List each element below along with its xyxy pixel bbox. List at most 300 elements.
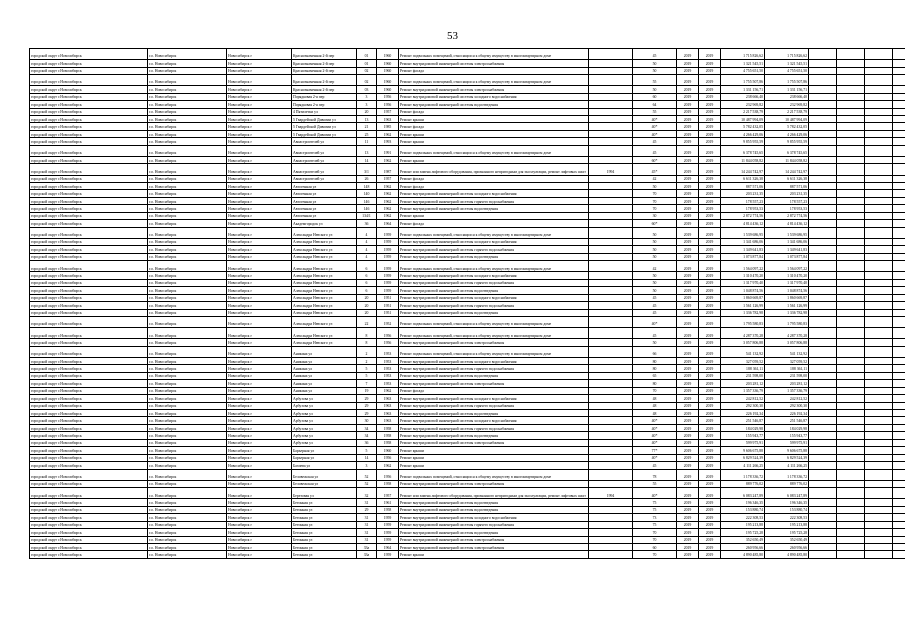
table-cell: Ремонт внутридомовой инженерной системы электроснабжения <box>399 86 589 93</box>
table-cell: Новосибирск г <box>227 380 292 387</box>
table-cell: г.о. Новосибирск <box>148 287 227 294</box>
table-cell <box>893 357 905 364</box>
table-cell: Бетонная ул <box>292 506 357 513</box>
table-cell: городской округ г.Новосибирск <box>30 116 148 123</box>
table-cell <box>865 279 893 286</box>
table-cell: г.о. Новосибирск <box>148 372 227 379</box>
table-cell <box>809 101 837 108</box>
table-cell: Ремонт подвальных помещений, относящихся к общему имуществу в многоквартирном доме <box>399 261 589 272</box>
table-row <box>30 60 905 67</box>
table-cell: 2 <box>357 357 377 364</box>
table-cell <box>809 316 837 327</box>
table-cell: 3 057 806,88 <box>765 339 809 346</box>
table-cell: 14 244 742,97 <box>765 164 809 175</box>
table-cell <box>837 75 865 86</box>
table-cell <box>865 432 893 439</box>
table-cell <box>837 447 865 454</box>
table-cell: городской округ г.Новосибирск <box>30 447 148 454</box>
table-cell: городской округ г.Новосибирск <box>30 424 148 431</box>
table-cell: 13 <box>357 145 377 156</box>
table-cell <box>837 410 865 417</box>
table-cell: городской округ г.Новосибирск <box>30 432 148 439</box>
table-cell: 36 <box>357 439 377 446</box>
table-cell <box>865 328 893 339</box>
table-cell: 1957 <box>377 488 399 499</box>
table-cell: 2019 <box>677 521 699 528</box>
table-row <box>30 543 905 550</box>
table-cell: 45 <box>633 309 677 316</box>
table-cell: Автогенная ул <box>292 205 357 212</box>
table-cell: 1993 <box>377 138 399 145</box>
table-cell <box>893 480 905 487</box>
table-cell: 6 <box>357 287 377 294</box>
table-cell: Новосибирск г <box>227 246 292 253</box>
table-cell: 2019 <box>699 432 721 439</box>
table-cell: 2019 <box>677 346 699 357</box>
table-cell <box>589 499 633 506</box>
table-cell: 6 829 524,39 <box>765 454 809 461</box>
table-cell: Ремонт внутридомовой инженерной системы холодного водоснабжения <box>399 357 589 364</box>
table-cell: Ремонт внутридомовой инженерной системы электроснабжения <box>399 439 589 446</box>
capital-repair-table <box>29 48 905 559</box>
table-cell: 4 755 651,50 <box>721 67 765 74</box>
table-cell: 1985 <box>377 123 399 130</box>
table-cell: городской округ г.Новосибирск <box>30 220 148 227</box>
table-cell: 5 Гвардейской Дивизии ул <box>292 123 357 130</box>
table-cell: г.о. Новосибирск <box>148 75 227 86</box>
table-cell: Автогенная ул <box>292 190 357 197</box>
table-cell: Бетонная ул <box>292 521 357 528</box>
table-cell: 70 <box>633 205 677 212</box>
table-row <box>30 164 905 175</box>
table-cell <box>589 246 633 253</box>
table-cell: 155 943,77 <box>765 432 809 439</box>
table-cell: Новосибирск г <box>227 339 292 346</box>
table-row <box>30 462 905 469</box>
table-cell: Александра Невского ул <box>292 328 357 339</box>
table-cell: Ремонт подвальных помещений, относящихся к общему имуществу в многоквартирном доме <box>399 49 589 60</box>
table-cell: 50 <box>633 287 677 294</box>
table-cell <box>893 432 905 439</box>
table-cell: 2019 <box>699 60 721 67</box>
table-cell: г.о. Новосибирск <box>148 417 227 424</box>
table-cell: Ремонт внутридомовой инженерной системы горячего водоснабжения <box>399 521 589 528</box>
table-cell: г.о. Новосибирск <box>148 183 227 190</box>
table-cell <box>589 469 633 480</box>
table-cell: 2019 <box>677 372 699 379</box>
table-cell: 11 <box>357 138 377 145</box>
table-cell <box>809 108 837 115</box>
table-cell: г.о. Новосибирск <box>148 454 227 461</box>
table-cell: городской округ г.Новосибирск <box>30 316 148 327</box>
table-cell <box>809 447 837 454</box>
table-cell: городской округ г.Новосибирск <box>30 75 148 86</box>
table-row <box>30 454 905 461</box>
table-cell: 55 <box>633 480 677 487</box>
table-cell: 1 341 686,06 <box>721 238 765 245</box>
table-cell: 3/1 <box>357 164 377 175</box>
table-cell: 1 357 336,79 <box>721 387 765 394</box>
table-cell: Александра Невского ул <box>292 279 357 286</box>
table-cell <box>837 261 865 272</box>
table-cell: 1959 <box>377 272 399 279</box>
table-cell: г.о. Новосибирск <box>148 551 227 558</box>
table-cell: 40* <box>633 123 677 130</box>
table-cell: 1963 <box>377 417 399 424</box>
table-cell: городской округ г.Новосибирск <box>30 101 148 108</box>
table-cell: 50 <box>633 238 677 245</box>
table-cell: Автогенная ул <box>292 197 357 204</box>
table-cell: 5 782 432,05 <box>765 123 809 130</box>
table-cell: Краснознаменная 2-й пер <box>292 49 357 60</box>
table-cell: городской округ г.Новосибирск <box>30 67 148 74</box>
table-cell: Аникина ул <box>292 380 357 387</box>
table-row <box>30 328 905 339</box>
table-cell <box>589 506 633 513</box>
table-cell: городской округ г.Новосибирск <box>30 309 148 316</box>
table-cell <box>893 316 905 327</box>
table-cell: 2019 <box>699 529 721 536</box>
table-cell: Новосибирск г <box>227 123 292 130</box>
table-cell: 2019 <box>677 543 699 550</box>
table-cell <box>837 372 865 379</box>
table-cell: городской округ г.Новосибирск <box>30 138 148 145</box>
table-cell: 2019 <box>677 469 699 480</box>
table-cell: 20 <box>357 309 377 316</box>
table-row <box>30 506 905 513</box>
table-cell: Новосибирск г <box>227 145 292 156</box>
table-cell: 9 606 675,88 <box>765 447 809 454</box>
table-cell: 1962 <box>377 197 399 204</box>
table-cell: 1960 <box>377 447 399 454</box>
table-cell: 2019 <box>677 123 699 130</box>
table-cell: 2019 <box>699 488 721 499</box>
table-cell <box>865 75 893 86</box>
table-cell: 70 <box>633 190 677 197</box>
table-cell: городской округ г.Новосибирск <box>30 86 148 93</box>
table-cell <box>809 424 837 431</box>
table-cell: 1963 <box>377 395 399 402</box>
table-cell <box>837 108 865 115</box>
table-cell: Ремонт фасада <box>399 175 589 182</box>
table-cell: Ремонт подвальных помещений, относящихся к общему имуществу в многоквартирном доме <box>399 75 589 86</box>
table-cell: Новосибирск г <box>227 287 292 294</box>
table-cell: городской округ г.Новосибирск <box>30 49 148 60</box>
table-cell: г.о. Новосибирск <box>148 469 227 480</box>
table-cell: 2019 <box>699 328 721 339</box>
table-cell: 260 956,66 <box>721 543 765 550</box>
table-cell: 599 975,91 <box>721 439 765 446</box>
table-cell <box>837 212 865 219</box>
table-cell: 889 776,02 <box>765 480 809 487</box>
table-cell: Новосибирск г <box>227 328 292 339</box>
table-row <box>30 357 905 364</box>
table-cell <box>865 417 893 424</box>
table-cell: городской округ г.Новосибирск <box>30 339 148 346</box>
table-cell: Новосибирск г <box>227 529 292 536</box>
table-cell <box>837 220 865 227</box>
table-cell: 45 <box>633 145 677 156</box>
table-cell: 2019 <box>699 130 721 137</box>
table-cell <box>893 294 905 301</box>
table-cell: 327 059,52 <box>765 357 809 364</box>
table-cell <box>809 294 837 301</box>
table-cell: 70 <box>633 529 677 536</box>
table-cell: 1 795 580,83 <box>765 316 809 327</box>
table-row <box>30 551 905 558</box>
table-cell: Беловежская ул <box>292 469 357 480</box>
table-cell: 50 <box>633 279 677 286</box>
table-cell <box>589 432 633 439</box>
table-cell: 2019 <box>677 238 699 245</box>
table-cell: 2019 <box>699 521 721 528</box>
table-cell <box>865 93 893 100</box>
table-cell: Ремонт крыши <box>399 138 589 145</box>
table-cell: городской округ г.Новосибирск <box>30 212 148 219</box>
table-cell <box>893 130 905 137</box>
table-cell: г.о. Новосибирск <box>148 543 227 550</box>
table-cell: 2019 <box>699 227 721 238</box>
table-cell <box>865 309 893 316</box>
table-cell: Новосибирск г <box>227 551 292 558</box>
table-cell: 1960 <box>377 86 399 93</box>
table-row <box>30 183 905 190</box>
table-cell: 2019 <box>699 272 721 279</box>
table-cell: 178 953,53 <box>721 205 765 212</box>
table-cell: 11 844 058,82 <box>721 156 765 163</box>
table-cell: 2019 <box>699 302 721 309</box>
table-cell <box>837 365 865 372</box>
table-cell: 3 057 806,88 <box>721 339 765 346</box>
table-cell: 5 <box>357 365 377 372</box>
table-cell <box>809 220 837 227</box>
table-cell <box>589 380 633 387</box>
table-cell: Новосибирск г <box>227 130 292 137</box>
table-cell <box>589 387 633 394</box>
table-cell: 1959 <box>377 551 399 558</box>
table-cell <box>865 212 893 219</box>
table-cell: 2019 <box>699 279 721 286</box>
table-cell: Аникина ул <box>292 346 357 357</box>
table-cell: 2019 <box>699 220 721 227</box>
table-cell: 9 855 955,59 <box>765 138 809 145</box>
table-cell: Новосибирск г <box>227 424 292 431</box>
table-row <box>30 316 905 327</box>
table-cell: 5 782 432,05 <box>721 123 765 130</box>
table-cell: 2019 <box>677 302 699 309</box>
table-cell <box>865 138 893 145</box>
table-cell <box>589 175 633 182</box>
table-cell <box>837 101 865 108</box>
table-cell: 65 <box>633 372 677 379</box>
table-cell: Ремонт внутридомовой инженерной системы водоотведения <box>399 499 589 506</box>
table-cell: городской округ г.Новосибирск <box>30 238 148 245</box>
table-cell: 2019 <box>677 387 699 394</box>
table-cell <box>865 551 893 558</box>
table-cell: 1962 <box>377 156 399 163</box>
table-cell <box>837 469 865 480</box>
table-cell: Новосибирск г <box>227 101 292 108</box>
table-cell <box>837 316 865 327</box>
table-cell: 1959 <box>377 246 399 253</box>
table-cell: 50 <box>633 272 677 279</box>
table-row <box>30 49 905 60</box>
table-cell: городской округ г.Новосибирск <box>30 417 148 424</box>
table-cell: 1960 <box>377 75 399 86</box>
table-cell: 20 <box>357 108 377 115</box>
table-cell: 2019 <box>699 395 721 402</box>
table-row <box>30 145 905 156</box>
table-cell: 2019 <box>677 130 699 137</box>
table-cell: 40* <box>633 116 677 123</box>
table-cell: 19 <box>357 387 377 394</box>
table-cell: г.о. Новосибирск <box>148 49 227 60</box>
table-cell: 32 <box>357 488 377 499</box>
table-cell: 40* <box>633 432 677 439</box>
table-cell: 2019 <box>677 49 699 60</box>
table-cell: 2019 <box>677 514 699 521</box>
table-cell: Новосибирск г <box>227 432 292 439</box>
table-cell: Новосибирск г <box>227 75 292 86</box>
table-cell <box>865 294 893 301</box>
table-cell <box>865 480 893 487</box>
table-cell <box>865 164 893 175</box>
table-cell: Авиастроителей ул <box>292 138 357 145</box>
table-cell: г.о. Новосибирск <box>148 279 227 286</box>
table-cell: 50 <box>633 339 677 346</box>
table-cell: 2019 <box>677 357 699 364</box>
table-cell: 75 <box>633 499 677 506</box>
table-cell <box>893 424 905 431</box>
table-cell <box>589 287 633 294</box>
table-cell: городской округ г.Новосибирск <box>30 521 148 528</box>
table-cell: 292 300,30 <box>721 402 765 409</box>
table-cell: Арбузова ул <box>292 402 357 409</box>
table-cell: 2019 <box>699 339 721 346</box>
table-cell: 2019 <box>677 529 699 536</box>
table-cell: 1959 <box>377 279 399 286</box>
table-cell <box>809 130 837 137</box>
table-cell <box>893 75 905 86</box>
table-cell <box>589 447 633 454</box>
table-cell <box>809 462 837 469</box>
table-cell: 6 <box>357 272 377 279</box>
table-cell <box>589 156 633 163</box>
table-cell: 1 860 669,87 <box>721 294 765 301</box>
table-cell: 1962 <box>377 212 399 219</box>
table-cell: г.о. Новосибирск <box>148 328 227 339</box>
table-cell: 541 132,92 <box>765 346 809 357</box>
table-cell: 188 361,11 <box>765 365 809 372</box>
table-cell: Ремонт крыши <box>399 462 589 469</box>
table-cell <box>589 346 633 357</box>
table-cell <box>893 86 905 93</box>
table-cell: 2019 <box>677 551 699 558</box>
table-cell: Новосибирск г <box>227 183 292 190</box>
table-cell: 2019 <box>699 145 721 156</box>
table-cell: Ремонт внутридомовой инженерной системы горячего водоснабжения <box>399 302 589 309</box>
table-cell: 2019 <box>677 488 699 499</box>
table-cell: 134/1 <box>357 212 377 219</box>
table-cell: 1 336 782,98 <box>765 309 809 316</box>
table-cell: г.о. Новосибирск <box>148 272 227 279</box>
table-cell: 2019 <box>677 536 699 543</box>
table-cell <box>809 212 837 219</box>
table-cell: 2019 <box>699 447 721 454</box>
table-cell <box>865 220 893 227</box>
table-cell <box>809 205 837 212</box>
table-cell: 1 539 686,95 <box>721 227 765 238</box>
table-cell: 2019 <box>699 380 721 387</box>
table-cell: Порядковая 2-я пер <box>292 93 357 100</box>
table-cell: Бетонная ул <box>292 551 357 558</box>
table-cell <box>893 543 905 550</box>
table-cell: 2019 <box>699 316 721 327</box>
table-cell: 2019 <box>699 108 721 115</box>
table-cell: городской округ г.Новосибирск <box>30 261 148 272</box>
table-cell: 1994 <box>589 164 633 175</box>
table-cell <box>589 49 633 60</box>
table-cell <box>893 339 905 346</box>
table-cell <box>893 164 905 175</box>
table-cell: Новосибирск г <box>227 220 292 227</box>
table-cell: 1962 <box>377 205 399 212</box>
table-row <box>30 365 905 372</box>
table-cell: г.о. Новосибирск <box>148 108 227 115</box>
table-cell: городской округ г.Новосибирск <box>30 380 148 387</box>
table-cell <box>865 227 893 238</box>
table-cell <box>809 175 837 182</box>
table-cell <box>837 227 865 238</box>
table-cell: 203 231,35 <box>765 190 809 197</box>
table-cell <box>809 387 837 394</box>
table-row <box>30 480 905 487</box>
table-cell <box>865 529 893 536</box>
table-cell <box>837 506 865 513</box>
table-cell: 1962 <box>377 462 399 469</box>
table-cell <box>809 197 837 204</box>
table-cell <box>809 116 837 123</box>
table-cell: 1 048 874,56 <box>765 287 809 294</box>
table-cell: 1959 <box>377 287 399 294</box>
table-cell: 2019 <box>699 287 721 294</box>
table-cell: 33а <box>357 543 377 550</box>
table-row <box>30 410 905 417</box>
table-cell: 2019 <box>699 346 721 357</box>
table-cell: 21 <box>357 123 377 130</box>
table-cell: 4 890 485,80 <box>721 551 765 558</box>
table-cell: Ремонт внутридомовой инженерной системы электроснабжения <box>399 536 589 543</box>
table-cell: 1961 <box>377 499 399 506</box>
table-cell: Александра Невского ул <box>292 302 357 309</box>
table-cell <box>865 60 893 67</box>
table-cell <box>893 253 905 260</box>
table-cell: 2019 <box>677 108 699 115</box>
table-cell: Новосибирск г <box>227 469 292 480</box>
table-cell: 13 <box>357 116 377 123</box>
table-cell: 887 571,06 <box>765 183 809 190</box>
table-cell: Новосибирск г <box>227 454 292 461</box>
table-cell: 1 310 470,20 <box>721 272 765 279</box>
table-cell: 45 <box>633 49 677 60</box>
table-cell: Александра Невского ул <box>292 253 357 260</box>
table-cell: 146 <box>357 205 377 212</box>
table-cell: 2019 <box>699 551 721 558</box>
table-cell <box>589 294 633 301</box>
table-cell: 2019 <box>677 439 699 446</box>
table-cell <box>589 108 633 115</box>
table-cell: г.о. Новосибирск <box>148 145 227 156</box>
